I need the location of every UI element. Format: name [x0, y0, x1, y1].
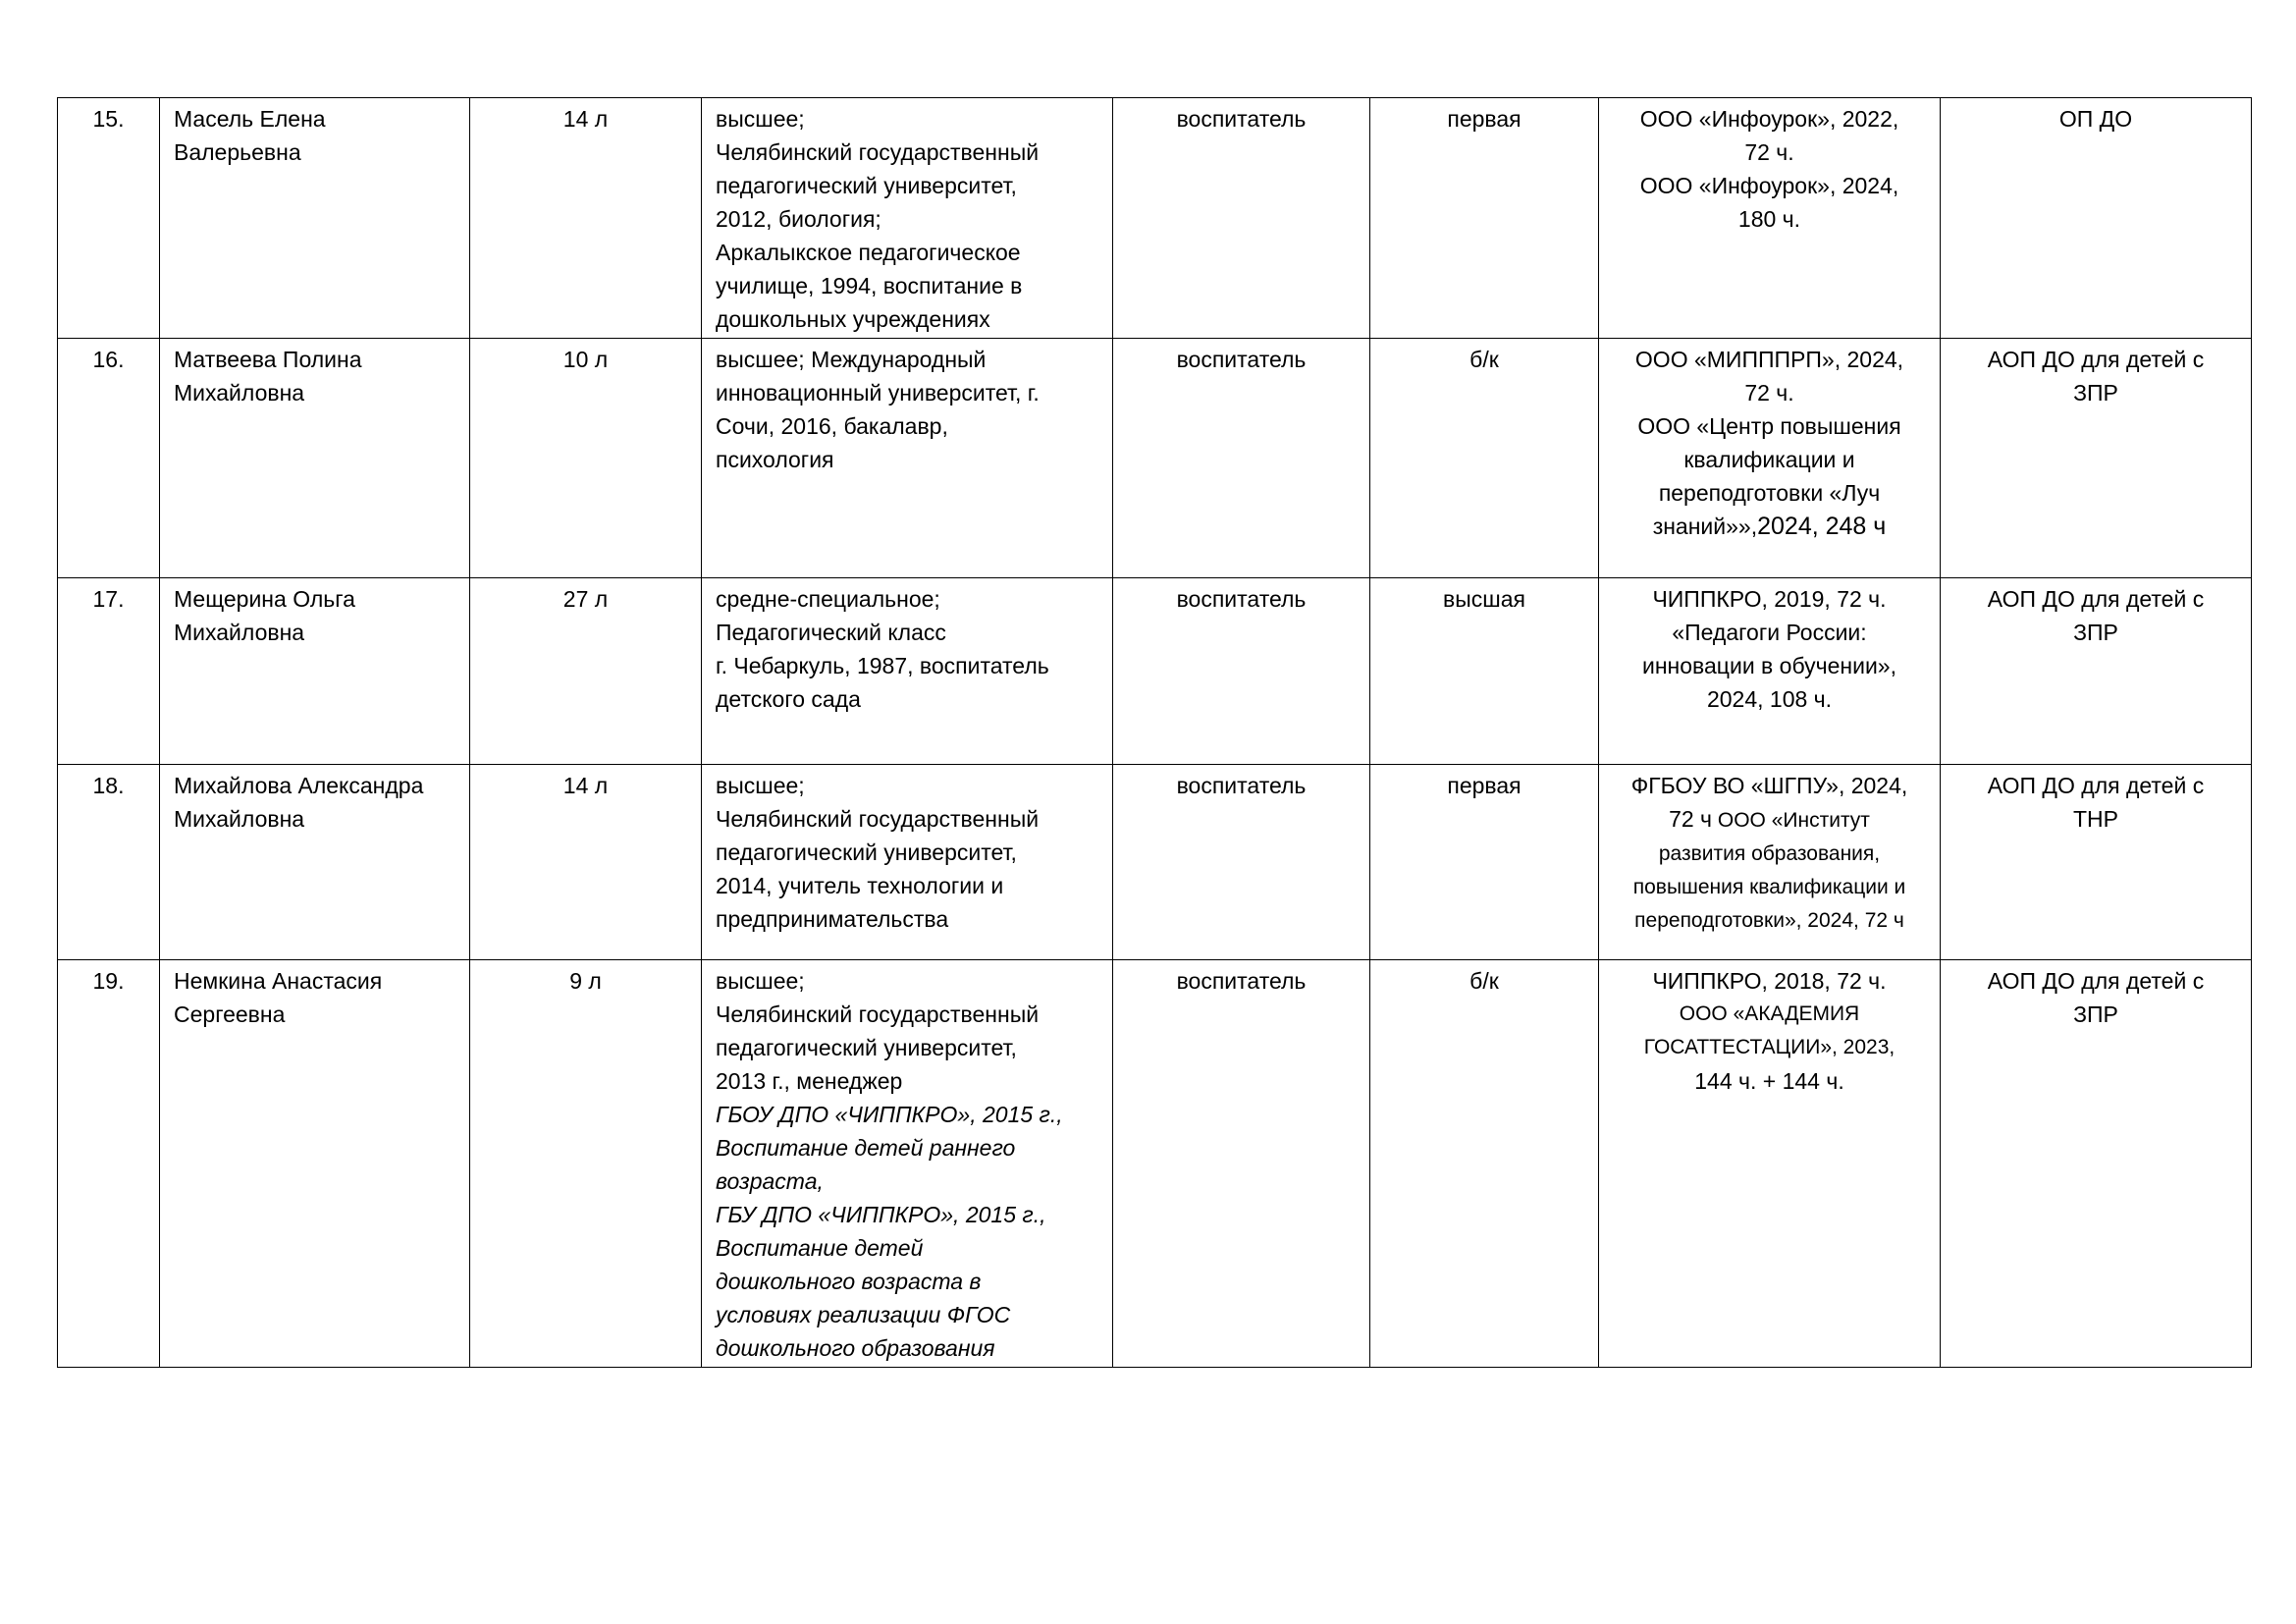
education: высшее; Челябинский государственный педагогический университет, 2013 г., менеджер ГБОУ ДПО «ЧИППКРО», 2015 г., Воспитание детей раннего возраста, ГБУ ДПО «ЧИППКРО», 2015 г., Воспитание детей дошкольного возраста в условиях реализации ФГОС дошкольного образования: [702, 960, 1113, 1368]
employee-name: Немкина Анастасия Сергеевна: [160, 960, 470, 1368]
employee-name: Мещерина Ольга Михайловна: [160, 578, 470, 765]
training-courses: ООО «Инфоурок», 2022, 72 ч. ООО «Инфоурок», 2024, 180 ч.: [1599, 98, 1941, 339]
table-row: [58, 960, 2252, 1368]
row-number: 16.: [58, 339, 160, 578]
qualification-category: б/к: [1370, 960, 1599, 1368]
education-program: АОП ДО для детей с ЗПР: [1941, 960, 2252, 1368]
experience: 14 л: [470, 765, 702, 960]
training-courses: ЧИППКРО, 2018, 72 ч. ООО «АКАДЕМИЯ ГОСАТТЕСТАЦИИ», 2023, 144 ч. + 144 ч.: [1599, 960, 1941, 1368]
experience: 14 л: [470, 98, 702, 339]
training-courses: ООО «МИПППРП», 2024, 72 ч. ООО «Центр повышения квалификации и переподготовки «Луч знаний»»,2024, 248 ч: [1599, 339, 1941, 578]
experience: 10 л: [470, 339, 702, 578]
position: воспитатель: [1113, 765, 1370, 960]
table-row: [58, 339, 2252, 578]
training-courses: ЧИППКРО, 2019, 72 ч. «Педагоги России: инновации в обучении», 2024, 108 ч.: [1599, 578, 1941, 765]
position: воспитатель: [1113, 339, 1370, 578]
row-number: 19.: [58, 960, 160, 1368]
position: воспитатель: [1113, 960, 1370, 1368]
experience: 9 л: [470, 960, 702, 1368]
employee-name: Михайлова Александра Михайловна: [160, 765, 470, 960]
experience: 27 л: [470, 578, 702, 765]
education: высшее; Челябинский государственный педагогический университет, 2012, биология; Аркалыкское педагогическое училище, 1994, воспитание в дошкольных учреждениях: [702, 98, 1113, 339]
staff-table: [57, 97, 2252, 1368]
education: средне-специальное; Педагогический класс г. Чебаркуль, 1987, воспитатель детского сада: [702, 578, 1113, 765]
qualification-category: первая: [1370, 765, 1599, 960]
row-number: 15.: [58, 98, 160, 339]
qualification-category: б/к: [1370, 339, 1599, 578]
education-program: АОП ДО для детей с ЗПР: [1941, 339, 2252, 578]
employee-name: Масель Елена Валерьевна: [160, 98, 470, 339]
education-program: ОП ДО: [1941, 98, 2252, 339]
education-program: АОП ДО для детей с ТНР: [1941, 765, 2252, 960]
education: высшее; Международный инновационный университет, г. Сочи, 2016, бакалавр, психология: [702, 339, 1113, 578]
training-courses: ФГБОУ ВО «ШГПУ», 2024, 72 ч ООО «Институт развития образования, повышения квалификации и переподготовки», 2024, 72 ч: [1599, 765, 1941, 960]
row-number: 17.: [58, 578, 160, 765]
table-row: [58, 765, 2252, 960]
table-row: [58, 578, 2252, 765]
education-program: АОП ДО для детей с ЗПР: [1941, 578, 2252, 765]
education: высшее; Челябинский государственный педагогический университет, 2014, учитель технологии и предпринимательства: [702, 765, 1113, 960]
employee-name: Матвеева Полина Михайловна: [160, 339, 470, 578]
qualification-category: высшая: [1370, 578, 1599, 765]
row-number: 18.: [58, 765, 160, 960]
position: воспитатель: [1113, 98, 1370, 339]
qualification-category: первая: [1370, 98, 1599, 339]
table-row: [58, 98, 2252, 339]
position: воспитатель: [1113, 578, 1370, 765]
